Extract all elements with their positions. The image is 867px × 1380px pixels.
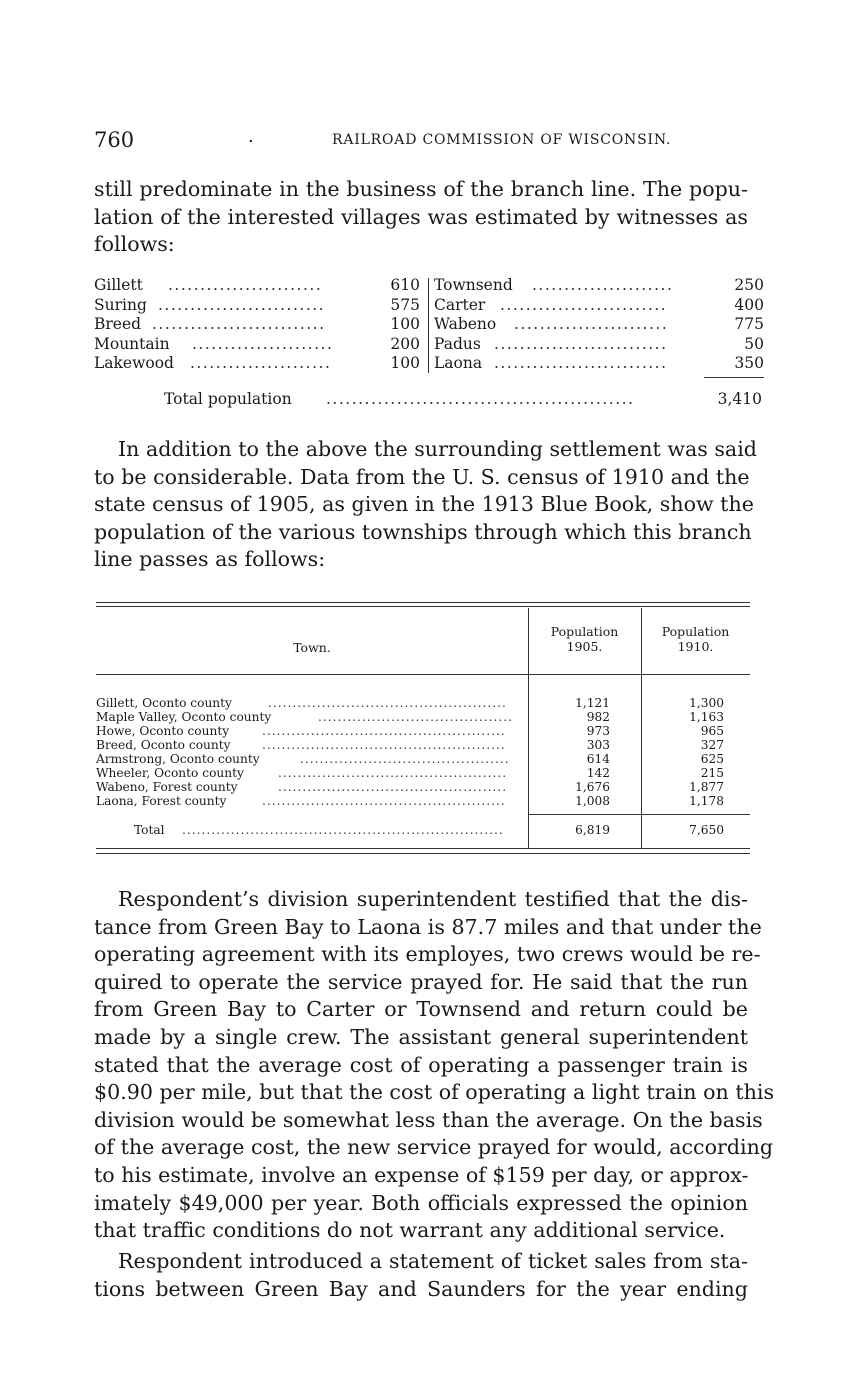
paragraph-3 [94,886,775,1245]
text-line: Respondent’s division superintendent testified that the dis- [118,887,748,911]
text-line: tance from Green Bay to Laona is 87.7 miles and that under the [94,914,762,939]
village-name: Suring [94,295,147,314]
village-population: 100 [390,354,420,372]
village-row: Padus ........................... 50 [434,334,764,353]
village-name: Breed [94,315,142,333]
text-line: division would be somewhat less than the average. On the basis [94,1107,763,1132]
table-row: Maple Valley, Oconto county ........................................ 982 1,163 [96,710,724,724]
village-name: Laona [434,354,483,372]
table-row: Gillett, Oconto county ................................................. 1,121 1,300 [96,696,724,710]
text-line: to his estimate, involve an expense of $159 per day, or approx- [94,1162,749,1187]
text-line: tions between Green Bay and Saunders for the year ending [94,1276,748,1301]
village-row: Townsend ...................... 250 [434,276,764,294]
village-population: 350 [734,354,764,372]
paragraph-1 [94,176,748,259]
column-header-1905: Population 1905. [550,624,619,654]
village-name: Mountain [94,334,170,353]
table-row: Breed, Oconto county .................................................. 303 327 [96,738,724,752]
total-population-row: Total population ................................................ 3,410 [164,390,762,408]
text-line: $0.90 per mile, but that the cost of operating a light train on this [94,1080,775,1105]
text-line: Respondent introduced a statement of ticket sales from sta- [118,1249,748,1273]
text-line: lation of the interested villages was estimated by witnesses as [94,204,748,229]
text-line: line passes as follows: [94,547,326,572]
village-row: Carter .......................... 400 [434,295,764,314]
village-name: Lakewood [94,354,174,372]
column-header-1910: Population 1910. [661,624,730,654]
running-head: RAILROAD COMMISSION OF WISCONSIN. [332,132,672,148]
text-line: operating agreement with its employes, two crews would be re- [94,942,761,967]
village-row: Wabeno ........................ 775 [434,315,764,333]
text-line: from Green Bay to Carter or Townsend and return could be [94,997,748,1022]
table-row: Wheeler, Oconto county ............................................... 142 215 [96,766,724,780]
text-line: still predominate in the business of the branch line. The popu- [94,177,748,201]
paragraph-4 [94,1248,748,1303]
village-name: Gillett [94,276,143,294]
text-line: follows: [94,232,175,257]
village-row: Gillett ........................ 610 [94,276,420,294]
text-line: to be considerable. Data from the U. S. census of 1910 and the [94,464,750,489]
township-population-table [96,602,750,860]
column-header-town: Town. [293,640,331,655]
village-row: Suring .......................... 575 [94,295,420,314]
village-population: 100 [390,315,420,333]
text-line: of the average cost, the new service prayed for would, according [94,1135,774,1160]
village-population: 400 [734,295,764,314]
total-rule [704,377,764,378]
village-row: Breed ........................... 100 [94,315,420,333]
text-line: stated that the average cost of operating a passenger train is [94,1052,748,1077]
text-line: In addition to the above the surrounding settlement was said [118,437,757,461]
text-line: made by a single crew. The assistant general superintendent [94,1024,748,1049]
village-column-right [434,276,766,374]
village-population: 250 [734,276,764,294]
village-population: 610 [390,276,420,294]
text-line: quired to operate the service prayed for. He said that the run [94,969,748,994]
table-row: Armstrong, Oconto county ........................................... 614 625 [96,752,724,766]
village-name: Padus [434,334,481,353]
village-column-left [94,276,424,374]
text-line: population of the various townships through which this branch [94,519,752,544]
village-name: Townsend [434,276,513,294]
table-total-row: Total .................................................................. 6,819 7,650 [134,823,724,837]
header-separator: . [248,126,254,147]
village-population: 50 [744,334,764,353]
paragraph-2 [94,436,757,574]
village-population: 200 [390,334,420,353]
text-line: imately $49,000 per year. Both officials expressed the opinion [94,1190,748,1215]
village-name: Wabeno [434,315,497,333]
text-line: state census of 1905, as given in the 1913 Blue Book, show the [94,492,754,517]
village-row: Laona ........................... 350 [434,354,764,372]
table-row: Laona, Forest county .................................................. 1,008 1,178 [96,794,724,808]
village-population: 775 [734,315,764,333]
total-population-value: 3,410 [717,390,762,408]
table-row: Howe, Oconto county .................................................. 973 965 [96,724,724,738]
page-header [94,128,754,154]
village-row: Mountain ...................... 200 [94,334,420,353]
village-row: Lakewood ...................... 100 [94,354,420,372]
table-row: Wabeno, Forest county ............................................... 1,676 1,877 [96,780,724,794]
village-name: Carter [434,295,486,314]
village-population: 575 [390,295,420,314]
text-line: that traffic conditions do not warrant any additional service. [94,1218,726,1243]
total-population-label: Total population [164,390,292,408]
page-number: 760 [94,128,135,152]
column-divider [428,278,429,373]
